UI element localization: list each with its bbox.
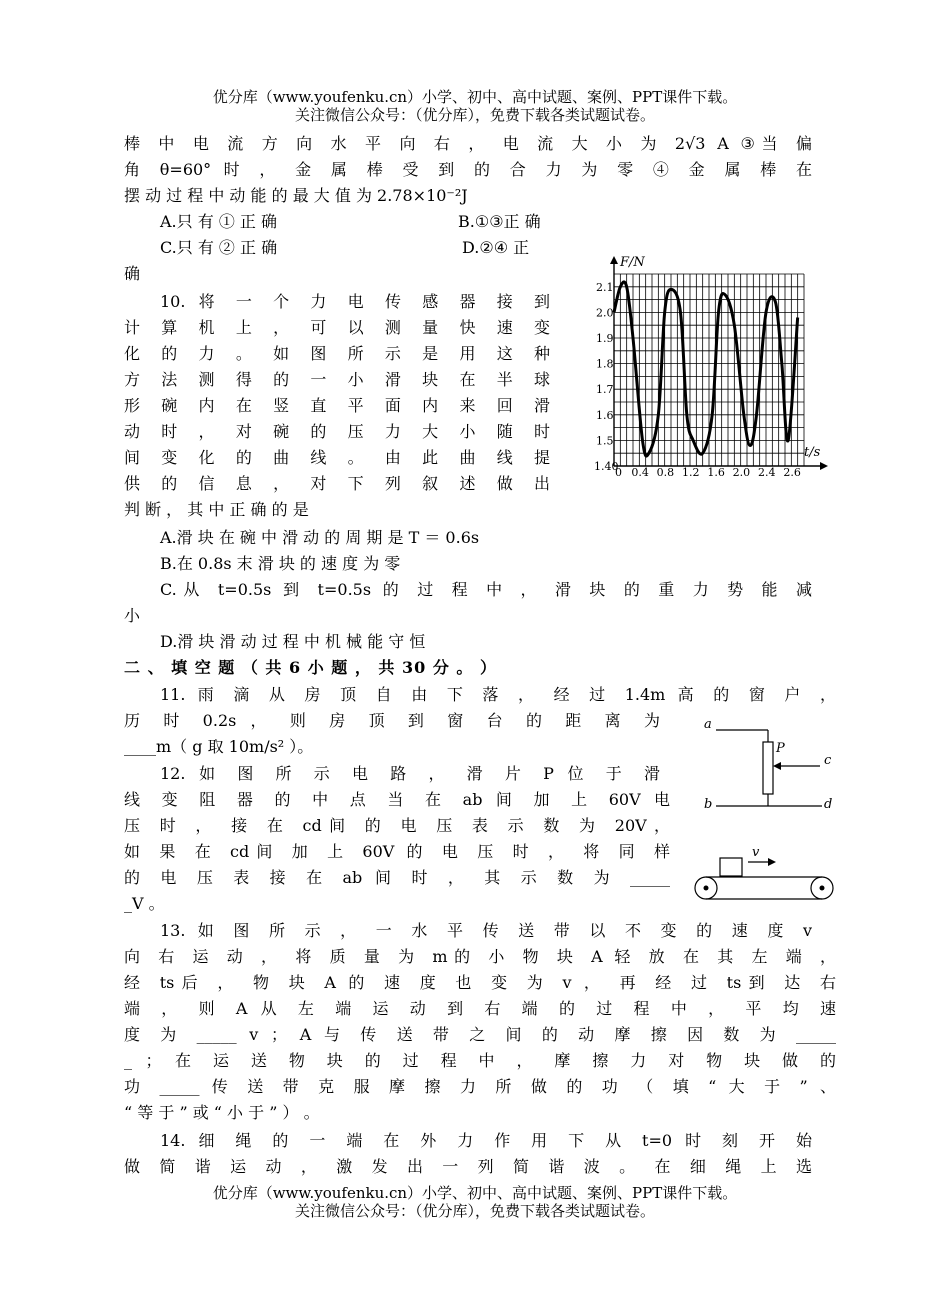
q11-line-1: 11. 雨 滴 从 房 顶 自 由 下 落 ， 经 过 1.4m 高 的 窗 户 ，: [160, 685, 836, 704]
velocity-v-label: v: [752, 845, 760, 860]
q10-line-1: 10. 将 一 个 力 电 传 感 器 接 到: [160, 292, 550, 311]
q12-line-2: 线 变 阻 器 的 中 点 当 在 ab 间 加 上 60V 电: [124, 790, 670, 809]
q9-line-1: 棒 中 电 流 方 向 水 平 向 右 ， 电 流 大 小 为 2√3 A ③当 偏: [124, 134, 812, 153]
q9-option-c: C.只 有 ② 正 确: [160, 238, 278, 257]
x-axis-arrow: [820, 462, 828, 470]
chart-series-force: [614, 282, 798, 456]
y-tick-label: 2.0: [596, 306, 614, 320]
x-tick-label: 0.8: [656, 466, 675, 478]
q10-option-c: C.从 t=0.5s 到 t=0.5s 的 过 程 中 ， 滑 块 的 重 力 势 能 减: [160, 580, 812, 599]
conveyor-belt-figure: [692, 842, 838, 904]
x-tick-label: 2.0: [732, 466, 751, 478]
q13-line-6: _ ； 在 运 送 物 块 的 过 程 中 ， 摩 擦 力 对 物 块 做 的: [124, 1051, 836, 1070]
q9-option-d: D.②④ 正: [462, 238, 530, 257]
y-tick-label: 1.5: [596, 434, 614, 448]
y-tick-label: 1.9: [596, 332, 614, 345]
q12-line-6: _V 。: [124, 894, 165, 913]
q10-line-7: 间 变 化 的 曲 线 。 由 此 曲 线 提: [124, 448, 550, 467]
q9-option-b: B.①③正 确: [458, 212, 541, 231]
y-tick-label: 2.1: [596, 280, 614, 294]
q9-option-d-cont: 确: [124, 264, 141, 283]
y-axis-arrow: [610, 256, 618, 264]
q10-option-c-cont: 小: [124, 606, 141, 625]
slider-p-label: P: [776, 741, 785, 756]
q10-line-6: 动 时 ， 对 碗 的 压 力 大 小 随 时: [124, 422, 550, 441]
x-tick-label: 2.4: [758, 466, 776, 478]
q10-line-3: 化 的 力 。 如 图 所 示 是 用 这 种: [124, 344, 550, 363]
x-tick-label: 0: [615, 466, 622, 478]
terminal-b-label: b: [704, 797, 713, 812]
header-line-2: 关注微信公众号：（优分库），免费下载各类试题试卷。: [294, 106, 655, 124]
q10-option-d: D.滑 块 滑 动 过 程 中 机 械 能 守 恒: [160, 632, 426, 651]
q10-line-9: 判 断 ， 其 中 正 确 的 是: [124, 500, 309, 519]
terminal-c-label: c: [824, 753, 832, 768]
footer-line-2: 关注微信公众号：（优分库），免费下载各类试题试卷。: [294, 1202, 655, 1220]
chart-x-label: t/s: [804, 445, 821, 460]
y-tick-label: 1.8: [596, 357, 614, 371]
q14-line-1: 14. 细 绳 的 一 端 在 外 力 作 用 下 从 t=0 时 刻 开 始: [160, 1131, 812, 1150]
q10-line-4: 方 法 测 得 的 一 小 滑 块 在 半 球: [124, 370, 550, 389]
q12-line-1: 12. 如 图 所 示 电 路 ， 滑 片 P 位 于 滑: [160, 764, 660, 783]
q13-line-8: “ 等 于 ” 或 “ 小 于 ” ） 。: [124, 1103, 320, 1122]
q10-line-8: 供 的 信 息 ， 对 下 列 叙 述 做 出: [124, 474, 550, 493]
section-2-title: 二 、 填 空 题 （ 共 6 小 题 ， 共 30 分 。 ）: [124, 658, 497, 677]
chart-y-label: F/N: [620, 255, 645, 270]
q13-line-5: 度 为 _____ v ； A 与 传 送 带 之 间 的 动 摩 擦 因 数 为 _____: [124, 1025, 836, 1044]
header-line-1: 优分库（www.youfenku.cn）小学、初中、高中试题、案例、PPT课件下载。: [212, 88, 738, 106]
terminal-d-label: d: [824, 797, 833, 812]
x-tick-label: 2.6: [783, 466, 801, 478]
q10-option-a: A.滑 块 在 碗 中 滑 动 的 周 期 是 T ＝ 0.6s: [160, 528, 480, 547]
q10-line-2: 计 算 机 上 ， 可 以 测 量 快 速 变: [124, 318, 550, 337]
q13-line-4: 端 ， 则 A 从 左 端 运 动 到 右 端 的 过 程 中 ， 平 均 速: [124, 999, 836, 1018]
force-time-chart: [592, 252, 830, 478]
x-tick-label: 0.4: [631, 466, 649, 478]
q12-line-4: 如 果 在 cd间 加 上 60V 的 电 压 时 ， 将 同 样: [124, 842, 670, 861]
q13-line-2: 向 右 运 动 ， 将 质 量 为 m的 小 物 块 A 轻 放 在 其 左 端 ，: [124, 947, 836, 966]
x-tick-label: 1.6: [707, 466, 725, 478]
y-tick-label: 1.7: [596, 383, 614, 397]
q10-option-b: B.在 0.8s 末 滑 块 的 速 度 为 零: [160, 554, 401, 573]
q9-line-3: 摆 动 过 程 中 动 能 的 最 大 值 为 2.78×10⁻²J: [124, 186, 468, 205]
footer-line-1: 优分库（www.youfenku.cn）小学、初中、高中试题、案例、PPT课件下载。: [212, 1184, 738, 1202]
q13-line-7: 功 _____ 传 送 带 克 服 摩 擦 力 所 做 的 功 （ 填 “ 大 于 ” 、: [124, 1077, 836, 1096]
block-a: [720, 858, 742, 876]
q12-line-5: 的 电 压 表 接 在 ab 间 时 ， 其 示 数 为 _____: [124, 868, 670, 887]
q9-option-a: A.只 有 ① 正 确: [160, 212, 277, 231]
terminal-a-label: a: [704, 717, 712, 732]
x-tick-label: 1.2: [682, 466, 700, 478]
rheostat-resistor: [763, 742, 773, 794]
chart-x-ticks: [615, 466, 801, 478]
q13-line-3: 经 ts后 ， 物 块 A 的 速 度 也 变 为 v ， 再 经 过 ts到 达 右: [124, 973, 836, 992]
circuit-figure: [700, 712, 840, 816]
q11-line-3: ____m（ g 取 10m/s² ）。: [124, 737, 314, 756]
q11-line-2: 历 时 0.2s ， 则 房 顶 到 窗 台 的 距 离 为: [124, 711, 660, 730]
q9-line-2: 角 θ=60° 时 ， 金 属 棒 受 到 的 合 力 为 零 ④ 金 属 棒 在: [124, 160, 812, 179]
y-tick-label: 1.40: [594, 460, 619, 473]
q10-line-5: 形 碗 内 在 竖 直 平 面 内 来 回 滑: [124, 396, 550, 415]
q14-line-2: 做 简 谐 运 动 ， 激 发 出 一 列 简 谐 波 。 在 细 绳 上 选: [124, 1157, 812, 1176]
q13-line-1: 13. 如 图 所 示 ， 一 水 平 传 送 带 以 不 变 的 速 度 v: [160, 921, 812, 940]
y-tick-label: 1.6: [596, 408, 614, 422]
q12-line-3: 压 时 ， 接 在 cd间 的 电 压 表 示 数 为 20V，: [124, 816, 670, 835]
